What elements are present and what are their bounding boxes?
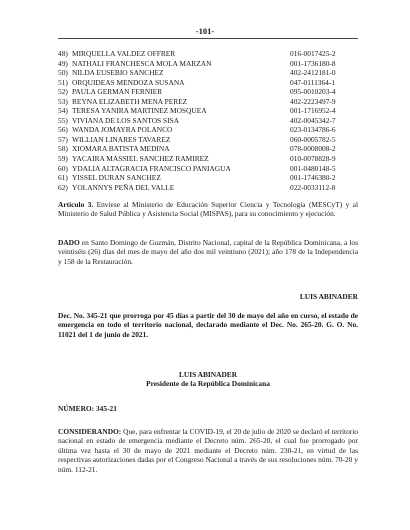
list-item-id: 023-0134786-6 — [290, 125, 336, 135]
list-item-name — [58, 135, 170, 145]
president-title: Presidente de la República Dominicana — [146, 379, 270, 389]
list-item — [58, 183, 358, 193]
list-item-number: 58) — [58, 144, 68, 154]
list-item-name — [58, 164, 231, 174]
list-item-id: 001-1746380-2 — [290, 173, 336, 183]
page-number: -101- — [195, 26, 215, 36]
list-item-number: 56) — [58, 125, 68, 135]
list-item-name — [58, 116, 179, 126]
list-item-name — [58, 125, 172, 135]
list-item — [58, 125, 358, 135]
list-item-person: NILDA EUSEBIO SANCHEZ — [72, 68, 164, 78]
articulo-3-label: Artículo 3. — [58, 200, 94, 209]
name-list — [58, 49, 358, 192]
list-item-person: TERESA YANIRA MARTINEZ MOSQUEA — [72, 106, 207, 116]
list-item-name — [58, 154, 209, 164]
list-item-id: 095-0010203-4 — [290, 87, 336, 97]
president-name: LUIS ABINADER — [178, 370, 238, 379]
list-item-person: VIVIANA DE LOS SANTOS SISA — [72, 115, 180, 125]
list-item-name — [58, 49, 175, 59]
list-item-person: REYNA ELIZABETH MENA PEREZ — [72, 96, 188, 106]
list-item-number: 51) — [58, 77, 68, 87]
list-item-person: NATHALI FRANCHESCA MOLA MARZAN — [72, 58, 212, 68]
list-item-number: 61) — [58, 173, 68, 183]
list-item-person: YISSEL DURAN SANCHEZ — [72, 173, 161, 183]
list-item-id: 060-0005782-5 — [290, 134, 336, 144]
list-item-number: 59) — [58, 154, 68, 164]
list-item — [58, 97, 358, 107]
list-item-id: 001-0480148-5 — [290, 163, 336, 173]
considerando-paragraph — [58, 427, 358, 474]
list-item-person: MIRQUELLA VALDEZ OFFRER — [72, 49, 176, 58]
list-item-person: WANDA JOMAYRA POLANCO — [72, 125, 173, 135]
list-item — [58, 87, 358, 97]
list-item-person: XIOMARA BATISTA MEDINA — [72, 144, 170, 154]
considerando-text: Que, para enfrentar la COVID-19, el 20 de julio de 2020 se declaró el territorio nacional en estado de emergencia mediante el Decreto núm. 265-20, el cual fue prorrogado por última vez hasta el 30 de mayo de 2021 mediante el Decreto núm. 230-21, en virtud de las respectivas autorizaciones dadas por el Congreso Nacional a través de sus resoluciones núm. 70-20 y núm. 112-21. — [58, 427, 358, 474]
dado-text: en Santo Domingo de Guzmán, Distrito Nacional, capital de la República Dominicana, a los veintiséis (26) días del mes de mayo del año dos mil veintiuno (2021); año 178 de la Independencia y 158 de la Restauración. — [58, 238, 358, 266]
list-item-name — [58, 144, 170, 154]
dado-label: DADO — [58, 238, 80, 247]
list-item-id: 078-0008008-2 — [290, 144, 336, 154]
president-block — [58, 370, 358, 389]
list-item-number: 52) — [58, 87, 68, 97]
list-item-id: 402-2412181-0 — [290, 68, 336, 78]
considerando-label: CONSIDERANDO: — [58, 427, 122, 436]
list-item-id: 047-0111364-1 — [290, 77, 336, 87]
list-item-person: ORQUIDEAS MENDOZA SUSANA — [72, 77, 185, 87]
list-item-number: 60) — [58, 163, 68, 173]
list-item-number: 48) — [58, 49, 68, 58]
list-item-person: PAULA GERMAN FERNIER — [72, 87, 163, 97]
list-item-person: YACAIRA MASSIEL SANCHEZ RAMIREZ — [72, 154, 209, 164]
list-item-id: 016-0017425-2 — [290, 49, 336, 58]
list-item — [58, 106, 358, 116]
list-item-id: 402-0045342-7 — [290, 115, 336, 125]
list-item-number: 55) — [58, 115, 68, 125]
list-item — [58, 135, 358, 145]
list-item-name — [58, 78, 185, 88]
list-item — [58, 116, 358, 126]
list-item-person: YOLANNYS PEÑA DEL VALLE — [72, 182, 175, 192]
list-item — [58, 68, 358, 78]
list-item-name — [58, 68, 164, 78]
header-rule — [58, 38, 358, 39]
list-item — [58, 78, 358, 88]
list-item — [58, 59, 358, 69]
list-item-name — [58, 106, 207, 116]
list-item — [58, 144, 358, 154]
list-item — [58, 164, 358, 174]
list-item-number: 62) — [58, 182, 68, 192]
list-item-number: 57) — [58, 134, 68, 144]
list-item — [58, 49, 358, 59]
list-item-name — [58, 59, 211, 69]
list-item-id: 010-0078828-9 — [290, 154, 336, 164]
decree-title: Dec. No. 345-21 que prorroga por 45 días a partir del 30 de mayo del año en curso, el estado de emergencia en todo el territorio nacional, declarado mediante el Dec. No. 265-20. G. O. No. 11021 del 1 de junio de 2021. — [58, 311, 358, 339]
list-item-name — [58, 87, 162, 97]
decree-number: NÚMERO: 345-21 — [58, 404, 117, 413]
signature-name: LUIS ABINADER — [299, 292, 358, 301]
list-item-number: 54) — [58, 106, 68, 116]
list-item-name — [58, 183, 174, 193]
list-item-id: 022-0033112-8 — [290, 182, 336, 192]
list-item — [58, 173, 358, 183]
dado-paragraph — [58, 238, 358, 266]
list-item-name — [58, 173, 161, 183]
list-item-number: 49) — [58, 58, 68, 68]
list-item-id: 001-1716952-4 — [290, 106, 336, 116]
articulo-3-paragraph — [58, 200, 358, 219]
articulo-3-text: Envíese al Ministerio de Educación Superior Ciencia y Tecnología (MESCyT) y al Ministerio de Salud Pública y Asistencia Social (MISPAS), para su conocimiento y ejecución. — [58, 200, 358, 219]
list-item-id: 402-2223497-9 — [290, 96, 336, 106]
list-item-person: YDALIA ALTAGRACIA FRANCISCO PANIAGUA — [72, 163, 231, 173]
list-item-id: 001-1736180-8 — [290, 58, 336, 68]
list-item-name — [58, 97, 187, 107]
list-item-number: 53) — [58, 96, 68, 106]
list-item — [58, 154, 358, 164]
list-item-number: 50) — [58, 68, 68, 78]
list-item-person: WILLIAN LINARES TAVAREZ — [72, 134, 171, 144]
